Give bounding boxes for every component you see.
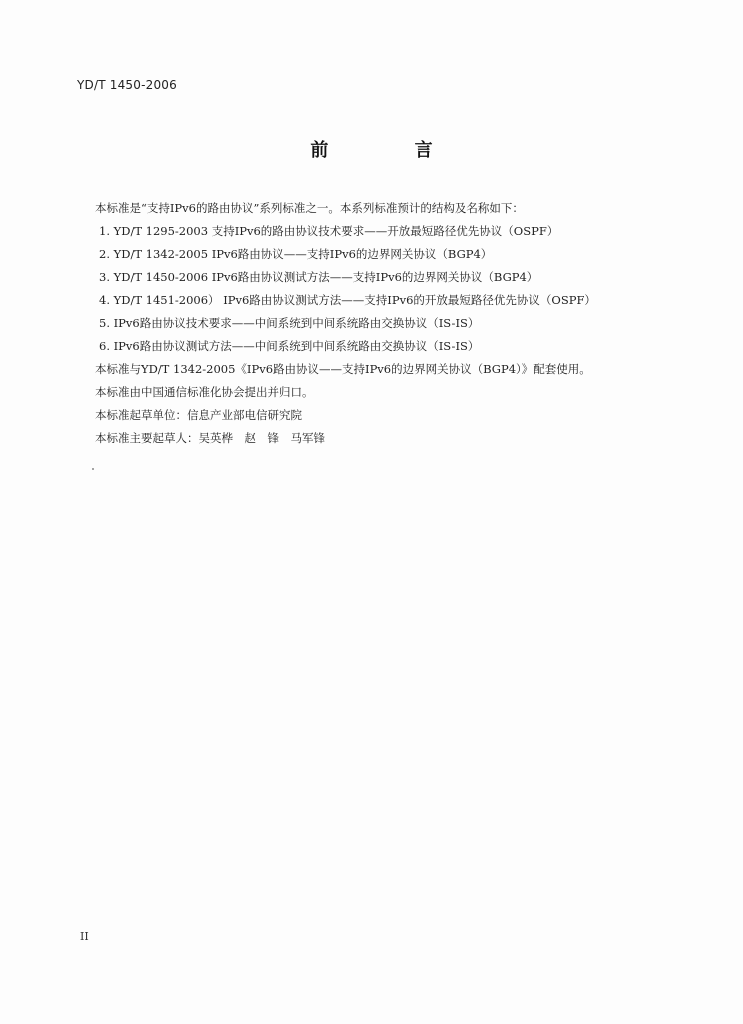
drafters-paragraph: 本标准主要起草人：吴英桦 赵 锋 马军锋 <box>95 431 325 445</box>
companion-standard-paragraph: 本标准与YD/T 1342-2005《IPv6路由协议——支持IPv6的边界网关协议（BGP4）》配套使用。 <box>95 362 591 376</box>
page-title: 前 言 <box>310 140 473 161</box>
page-number: II <box>80 930 89 943</box>
proposer-paragraph: 本标准由中国通信标准化协会提出并归口。 <box>95 385 314 399</box>
list-item-6: 6. IPv6路由协议测试方法——中间系统到中间系统路由交换协议（IS-IS） <box>99 339 480 353</box>
list-item-2: 2. YD/T 1342-2005 IPv6路由协议——支持IPv6的边界网关协议（BGP4） <box>99 247 493 261</box>
list-item-4: 4. YD/T 1451-2006） IPv6路由协议测试方法——支持IPv6的开放最短路径优先协议（OSPF） <box>99 293 596 307</box>
drafting-unit-paragraph: 本标准起草单位：信息产业部电信研究院 <box>95 408 302 422</box>
standard-code-header: YD/T 1450-2006 <box>77 78 177 92</box>
scan-speck <box>92 468 94 470</box>
list-item-3: 3. YD/T 1450-2006 IPv6路由协议测试方法——支持IPv6的边界网关协议（BGP4） <box>99 270 539 284</box>
intro-paragraph: 本标准是“支持IPv6的路由协议”系列标准之一。本系列标准预计的结构及名称如下： <box>95 201 524 215</box>
list-item-1: 1. YD/T 1295-2003 支持IPv6的路由协议技术要求——开放最短路径优先协议（OSPF） <box>99 224 559 238</box>
list-item-5: 5. IPv6路由协议技术要求——中间系统到中间系统路由交换协议（IS-IS） <box>99 316 480 330</box>
foreword-body <box>95 197 695 450</box>
